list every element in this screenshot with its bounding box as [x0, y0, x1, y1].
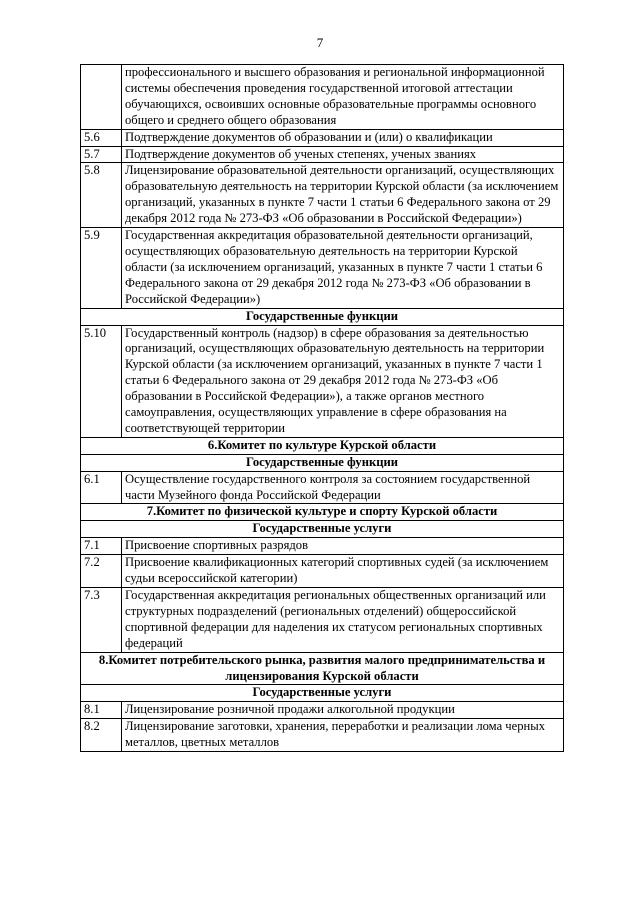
section-heading-row	[81, 308, 564, 325]
row-number: 7.3	[81, 588, 122, 653]
table-row	[81, 702, 564, 719]
section-heading: Государственные услуги	[81, 521, 564, 538]
row-number: 5.10	[81, 325, 122, 437]
row-text: Лицензирование образовательной деятельности организаций, осуществляющих образовательную деятельность на территории Курской области (за исключением организаций, указанных в пункте 7 части 1 статьи 6 Федерального закона от 29 декабря 2012 года № 273-ФЗ «Об образовании в Российской Федерации»)	[122, 163, 564, 228]
row-number: 5.6	[81, 129, 122, 146]
row-number: 8.2	[81, 719, 122, 752]
row-number: 5.9	[81, 228, 122, 309]
table-row	[81, 538, 564, 555]
table-row	[81, 588, 564, 653]
section-heading-row	[81, 504, 564, 521]
row-text: Осуществление государственного контроля за состоянием государственной части Музейного фонда Российской Федерации	[122, 471, 564, 504]
row-text: профессионального и высшего образования и региональной информационной системы обеспечения проведения государственной итоговой аттестации обучающихся, освоивших основные образовательные программы основного общего и среднего общего образования	[122, 65, 564, 130]
row-text: Государственный контроль (надзор) в сфере образования за деятельностью организаций, осуществляющих образовательную деятельность на территории Курской области (за исключением организаций, указанных в пункте 7 части 1 статьи 6 Федерального закона от 29 декабря 2012 года № 273-ФЗ «Об образовании в Российской Федерации»), а также органов местного самоуправления, осуществляющих управление в сфере образования на соответствующей территории	[122, 325, 564, 437]
table-row	[81, 163, 564, 228]
section-heading: Государственные услуги	[81, 685, 564, 702]
row-text: Государственная аккредитация образовательной деятельности организаций, осуществляющих образовательную деятельность на территории Курской области (за исключением организаций, указанных в пункте 7 части 1 статьи 6 Федерального закона от 29 декабря 2012 года № 273-ФЗ «Об образовании в Российской Федерации»)	[122, 228, 564, 309]
section-heading-row	[81, 685, 564, 702]
table-row	[81, 471, 564, 504]
section-heading-row	[81, 437, 564, 454]
row-number: 7.1	[81, 538, 122, 555]
row-text: Присвоение квалификационных категорий спортивных судей (за исключением судьи всероссийской категории)	[122, 555, 564, 588]
services-table	[80, 64, 564, 752]
row-text: Лицензирование заготовки, хранения, переработки и реализации лома черных металлов, цветных металлов	[122, 719, 564, 752]
table-row	[81, 719, 564, 752]
row-number: 6.1	[81, 471, 122, 504]
table-row	[81, 129, 564, 146]
row-number: 7.2	[81, 555, 122, 588]
section-heading: Государственные функции	[81, 308, 564, 325]
section-heading: Государственные функции	[81, 454, 564, 471]
table-row	[81, 146, 564, 163]
row-number: 5.7	[81, 146, 122, 163]
row-number: 5.8	[81, 163, 122, 228]
committee-heading: 7.Комитет по физической культуре и спорту Курской области	[81, 504, 564, 521]
table-row	[81, 228, 564, 309]
section-heading-row	[81, 521, 564, 538]
committee-heading: 8.Комитет потребительского рынка, развития малого предпринимательства и лицензирования Курской области	[81, 652, 564, 685]
row-text: Присвоение спортивных разрядов	[122, 538, 564, 555]
table-row	[81, 325, 564, 437]
row-number: 8.1	[81, 702, 122, 719]
page-number: 7	[316, 35, 324, 50]
section-heading-row	[81, 454, 564, 471]
section-heading-row	[81, 652, 564, 685]
table-row	[81, 65, 564, 130]
row-text: Лицензирование розничной продажи алкогольной продукции	[122, 702, 564, 719]
row-number	[81, 65, 122, 130]
table-row	[81, 555, 564, 588]
committee-heading: 6.Комитет по культуре Курской области	[81, 437, 564, 454]
row-text: Государственная аккредитация региональных общественных организаций или структурных подразделений (региональных отделений) общероссийской спортивной федерации для наделения их статусом региональных спортивных федераций	[122, 588, 564, 653]
row-text: Подтверждение документов об образовании и (или) о квалификации	[122, 129, 564, 146]
row-text: Подтверждение документов об ученых степенях, ученых званиях	[122, 146, 564, 163]
